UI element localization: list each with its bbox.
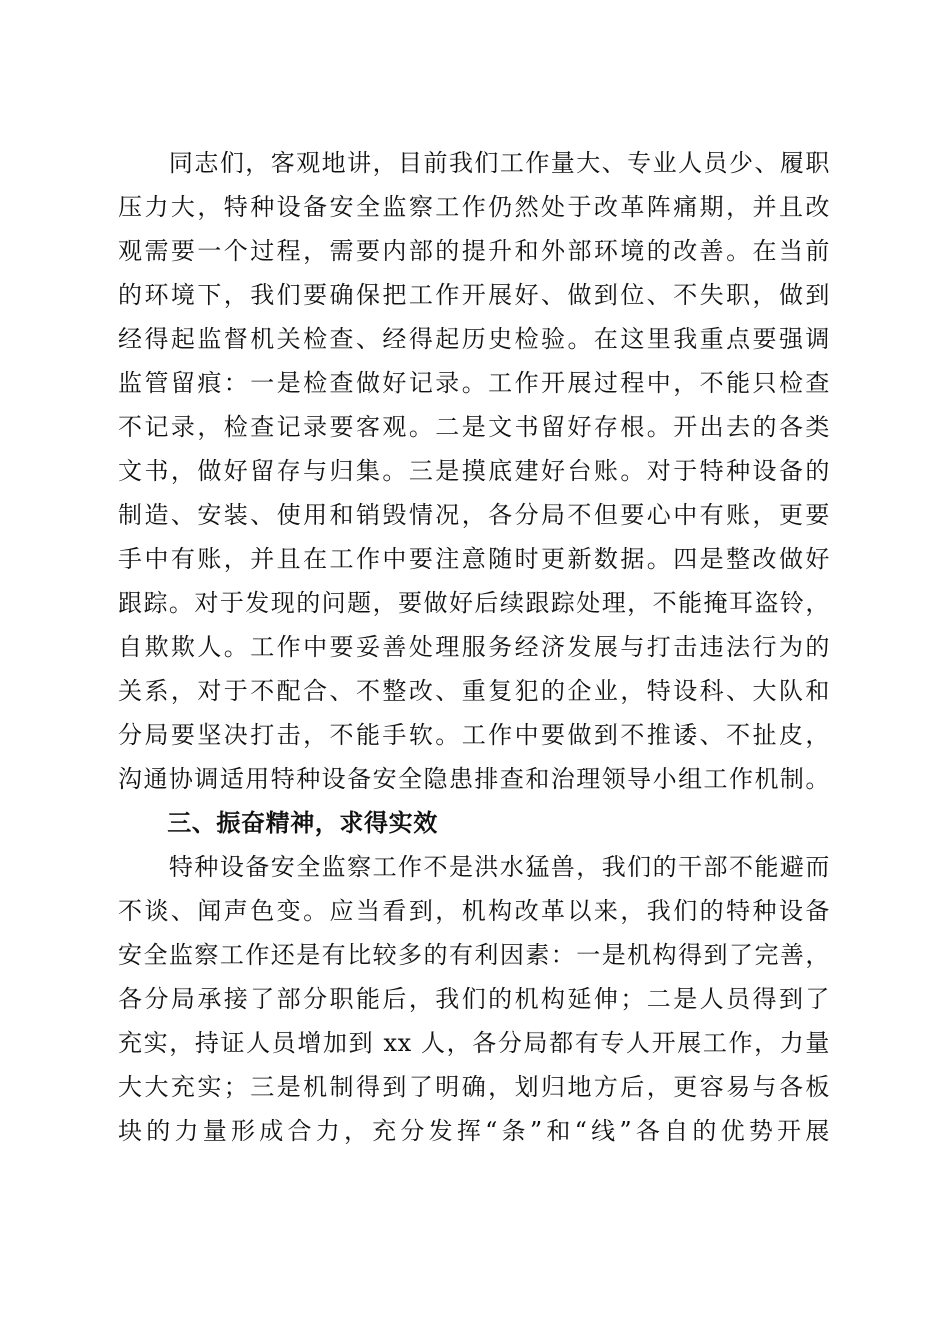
paragraph-1-line-6: 监管留痕：一是检查做好记录。工作开展过程中，不能只检查 — [118, 369, 830, 397]
paragraph-2-line-2: 不谈、闻声色变。应当看到，机构改革以来，我们的特种设备 — [118, 897, 830, 925]
paragraph-1-line-8: 文书，做好留存与归集。三是摸底建好台账。对于特种设备的 — [118, 457, 830, 485]
section-heading: 三、振奋精神，求得实效 — [118, 809, 438, 837]
paragraph-1-line-1: 同志们，客观地讲，目前我们工作量大、专业人员少、履职 — [118, 149, 830, 177]
paragraph-2-line-3: 安全监察工作还是有比较多的有利因素：一是机构得到了完善， — [118, 941, 830, 969]
paragraph-2-line-7: 块的力量形成合力，充分发挥“条”和“线”各自的优势开展 — [118, 1117, 830, 1145]
paragraph-1-line-13: 关系，对于不配合、不整改、重复犯的企业，特设科、大队和 — [118, 677, 830, 705]
paragraph-1-line-10: 手中有账，并且在工作中要注意随时更新数据。四是整改做好 — [118, 545, 830, 573]
paragraph-1-line-14: 分局要坚决打击，不能手软。工作中要做到不推诿、不扯皮， — [118, 721, 830, 749]
paragraph-2-line-5: 充实，持证人员增加到 xx 人，各分局都有专人开展工作，力量 — [118, 1029, 830, 1057]
paragraph-1-line-3: 观需要一个过程，需要内部的提升和外部环境的改善。在当前 — [118, 237, 830, 265]
paragraph-1-line-5: 经得起监督机关检查、经得起历史检验。在这里我重点要强调 — [118, 325, 830, 353]
paragraph-1-line-2: 压力大，特种设备安全监察工作仍然处于改革阵痛期，并且改 — [118, 193, 830, 221]
paragraph-1-line-7: 不记录，检查记录要客观。二是文书留好存根。开出去的各类 — [118, 413, 830, 441]
paragraph-2-line-6: 大大充实；三是机制得到了明确，划归地方后，更容易与各板 — [118, 1073, 830, 1101]
paragraph-2-line-4: 各分局承接了部分职能后，我们的机构延伸；二是人员得到了 — [118, 985, 830, 1013]
paragraph-1-line-9: 制造、安装、使用和销毁情况，各分局不但要心中有账，更要 — [118, 501, 830, 529]
paragraph-2-line-1: 特种设备安全监察工作不是洪水猛兽，我们的干部不能避而 — [118, 853, 830, 881]
paragraph-1-line-4: 的环境下，我们要确保把工作开展好、做到位、不失职，做到 — [118, 281, 830, 309]
paragraph-1-line-15: 沟通协调适用特种设备安全隐患排查和治理领导小组工作机制。 — [118, 765, 830, 793]
paragraph-1-line-11: 跟踪。对于发现的问题，要做好后续跟踪处理，不能掩耳盗铃， — [118, 589, 830, 617]
paragraph-1-line-12: 自欺欺人。工作中要妥善处理服务经济发展与打击违法行为的 — [118, 633, 830, 661]
